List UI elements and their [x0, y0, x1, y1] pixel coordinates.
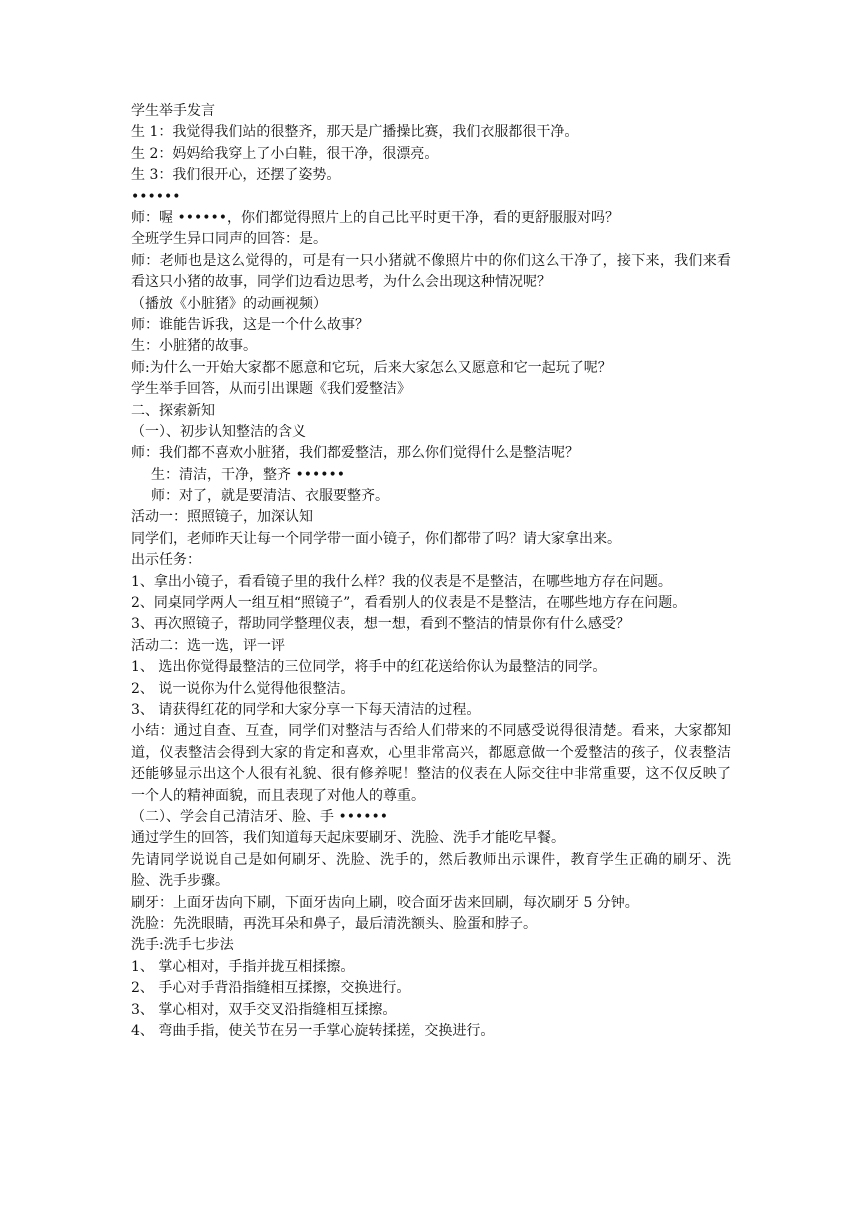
text-line: 生：清洁，干净，整齐 ••••••	[151, 466, 345, 483]
text-line: 通过学生的回答，我们知道每天起床要刷牙、洗脸、洗手才能吃早餐。	[131, 830, 565, 847]
activity-heading: 活动二：选一选，评一评	[131, 637, 285, 654]
text-line: 洗脸：先洗眼睛，再洗耳朵和鼻子，最后清洗额头、脸蛋和脖子。	[131, 915, 537, 932]
text-line: 学生举手发言	[131, 103, 215, 119]
document-body	[131, 101, 731, 1042]
list-item: 4、 弯曲手指，使关节在另一手掌心旋转揉搓，交换进行。	[131, 1022, 495, 1039]
text-line: 同学们，老师昨天让每一个同学带一面小镜子，你们都带了吗？请大家拿出来。	[131, 530, 621, 547]
list-item: 2、 手心对手背沿指缝相互揉擦，交换进行。	[131, 980, 411, 997]
list-item: 2、 说一说你为什么觉得他很整洁。	[131, 680, 355, 697]
text-line: 生：小脏猪的故事。	[131, 338, 257, 355]
text-line: 全班学生异口同声的回答：是。	[131, 231, 327, 248]
text-line: 生 2：妈妈给我穿上了小白鞋，很干净，很漂亮。	[131, 145, 439, 162]
text-line: （播放《小脏猪》的动画视频）	[131, 295, 327, 312]
list-item: 3、再次照镜子，帮助同学整理仪表，想一想，看到不整洁的情景你有什么感受？	[131, 616, 630, 633]
text-line: ••••••	[131, 188, 181, 205]
list-item: 3、 请获得红花的同学和大家分享一下每天清洁的过程。	[131, 701, 481, 718]
text-line: 刷牙：上面牙齿向下刷，下面牙齿向上刷，咬合面牙齿来回刷，每次刷牙 5 分钟。	[131, 894, 639, 911]
summary-paragraph: 小结：通过自查、互查，同学们对整洁与否给人们带来的不同感受说得很清楚。看来，大家都知道，仪表整洁会得到大家的肯定和喜欢，心里非常高兴，都愿意做一个爱整洁的孩子，仪表整洁还能够显示出这个人很有礼貌、很有修养呢！整洁的仪表在人际交往中非常重要，这不仅反映了一个人的精神面貌，而且表现了对他人的尊重。	[131, 723, 731, 804]
text-paragraph: 先请同学说说自己是如何刷牙、洗脸、洗手的，然后教师出示课件，教育学生正确的刷牙、洗脸、洗手步骤。	[131, 851, 731, 890]
list-item: 2、同桌同学两人一组互相“照镜子”，看看别人的仪表是不是整洁，在哪些地方存在问题。	[131, 595, 687, 612]
text-line: 师：谁能告诉我，这是一个什么故事？	[131, 316, 369, 333]
list-item: 1、 掌心相对，手指并拢互相揉擦。	[131, 958, 355, 975]
subsection-heading: （一）、初步认知整洁的含义	[131, 423, 306, 440]
list-item: 1、拿出小镜子，看看镜子里的我什么样？我的仪表是不是整洁，在哪些地方存在问题。	[131, 573, 672, 590]
text-line: 师：我们都不喜欢小脏猪，我们都爱整洁，那么你们觉得什么是整洁呢？	[131, 445, 579, 462]
text-line: 生 1：我觉得我们站的很整齐，那天是广播操比赛，我们衣服都很干净。	[131, 124, 579, 141]
text-line: 师：喔 ••••••，你们都觉得照片上的自己比平时更干净，看的更舒服服对吗？	[131, 209, 619, 226]
text-line: 学生举手回答，从而引出课题《我们爱整洁》	[131, 381, 411, 398]
text-line: 洗手:洗手七步法	[131, 937, 234, 954]
activity-heading: 活动一：照照镜子，加深认知	[131, 509, 313, 526]
list-item: 3、 掌心相对，双手交叉沿指缝相互揉擦。	[131, 1001, 397, 1018]
text-line: 师:为什么一开始大家都不愿意和它玩，后来大家怎么又愿意和它一起玩了呢？	[131, 359, 612, 376]
section-heading: 二、探索新知	[131, 402, 215, 419]
text-paragraph: 师：老师也是这么觉得的，可是有一只小猪就不像照片中的你们这么干净了，接下来，我们来看看这只小猪的故事，同学们边看边思考，为什么会出现这种情况呢？	[131, 252, 731, 291]
text-line: 师：对了，就是要清洁、衣服要整齐。	[151, 488, 389, 505]
list-item: 1、 选出你觉得最整洁的三位同学，将手中的红花送给你认为最整洁的同学。	[131, 659, 607, 676]
text-line: 出示任务：	[131, 552, 201, 569]
text-line: 生 3：我们很开心，还摆了姿势。	[131, 167, 341, 184]
subsection-heading: （二）、学会自己清洁牙、脸、手 ••••••	[131, 808, 388, 825]
